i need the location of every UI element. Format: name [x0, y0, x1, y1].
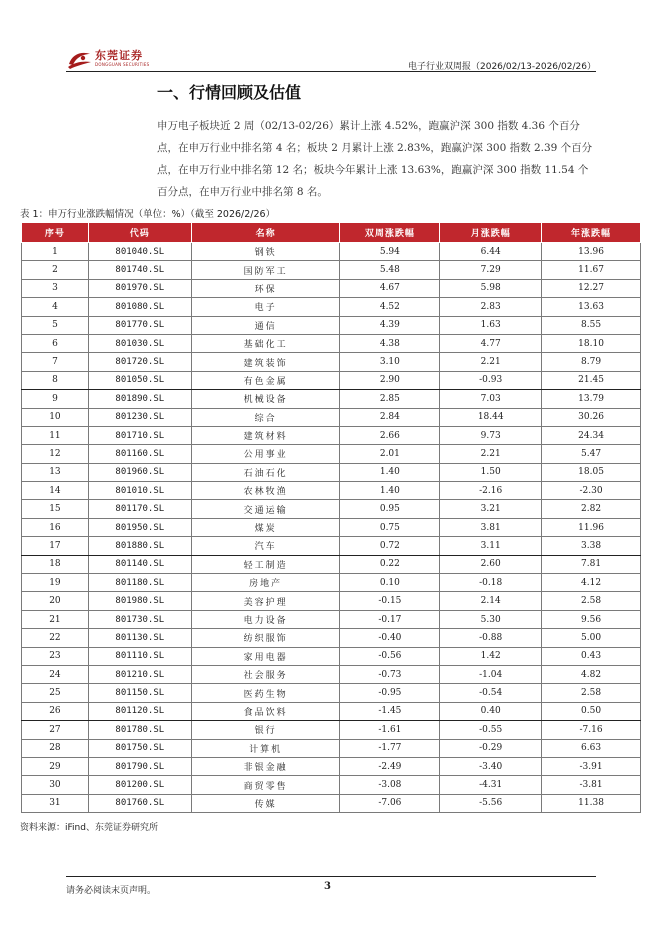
table-cell: 8.55 [542, 316, 641, 334]
table-row [22, 482, 641, 500]
table-cell: 801790.SL [88, 757, 191, 775]
table-cell: 3.38 [542, 537, 641, 555]
table-cell: 801080.SL [88, 298, 191, 316]
table-cell: -1.04 [440, 665, 542, 683]
table-row [22, 298, 641, 316]
table-row [22, 665, 641, 683]
table-cell: 801880.SL [88, 537, 191, 555]
table-cell: 5.30 [440, 610, 542, 628]
table-cell: 14 [22, 482, 89, 500]
table-cell: 17 [22, 537, 89, 555]
table-row [22, 371, 641, 389]
table-cell: 5.98 [440, 279, 542, 297]
logo-text-en: DONGGUAN SECURITIES [95, 62, 150, 67]
table-cell: 2.60 [440, 555, 542, 573]
table-cell: 10 [22, 408, 89, 426]
table-row [22, 408, 641, 426]
table-cell: 农林牧渔 [191, 482, 340, 500]
table-cell: 12 [22, 445, 89, 463]
table-cell: 综合 [191, 408, 340, 426]
table-row [22, 739, 641, 757]
table-cell: 1.40 [340, 463, 440, 481]
table-row [22, 721, 641, 739]
logo-mark-icon [66, 48, 92, 70]
table-header-row [22, 223, 641, 243]
table-cell: 2.14 [440, 592, 542, 610]
table-cell: -0.29 [440, 739, 542, 757]
table-cell: 801230.SL [88, 408, 191, 426]
table-cell: 石油石化 [191, 463, 340, 481]
table-cell: 18.10 [542, 334, 641, 352]
table-cell: 0.75 [340, 518, 440, 536]
table-cell: 6.63 [542, 739, 641, 757]
table-row [22, 537, 641, 555]
table-cell: 纺织服饰 [191, 629, 340, 647]
table-cell: 801160.SL [88, 445, 191, 463]
table-cell: 801770.SL [88, 316, 191, 334]
table-cell: -1.45 [340, 702, 440, 720]
table-cell: -7.16 [542, 721, 641, 739]
table-cell: 0.22 [340, 555, 440, 573]
table-cell: 通信 [191, 316, 340, 334]
table-cell: 801120.SL [88, 702, 191, 720]
table-cell: 2.84 [340, 408, 440, 426]
table-cell: 3 [22, 279, 89, 297]
table-row [22, 243, 641, 261]
table-cell: 8 [22, 371, 89, 389]
table-cell: 2.82 [542, 500, 641, 518]
table-cell: 20 [22, 592, 89, 610]
table-cell: 27 [22, 721, 89, 739]
table-cell: 801200.SL [88, 776, 191, 794]
table-cell: 2.21 [440, 445, 542, 463]
table-cell: 26 [22, 702, 89, 720]
table-cell: 18 [22, 555, 89, 573]
table-cell: 15 [22, 500, 89, 518]
table-cell: 基础化工 [191, 334, 340, 352]
table-cell: 801720.SL [88, 353, 191, 371]
header-divider [66, 71, 596, 72]
section-title: 一、行情回顾及估值 [157, 83, 302, 102]
table-cell: -2.16 [440, 482, 542, 500]
table-cell: 汽车 [191, 537, 340, 555]
table-row [22, 463, 641, 481]
table-cell: 7.81 [542, 555, 641, 573]
table-cell: 5.47 [542, 445, 641, 463]
column-header: 代码 [88, 223, 191, 243]
table-cell: 1.50 [440, 463, 542, 481]
table-cell: 轻工制造 [191, 555, 340, 573]
table-cell: 7 [22, 353, 89, 371]
industry-performance-table [21, 222, 641, 813]
summary-paragraph: 申万电子板块近 2 周（02/13-02/26）累计上涨 4.52%，跑赢沪深 300 指数 4.36 个百分点，在申万行业中排名第 4 名；板块 2 月累计上涨 2.83%，跑赢沪深 300 指数 2.39 个百分点，在申万行业中排名第 12 名；板块今年累计上涨 13.63%，跑赢沪深 300 指数 11.54 个百分点，在申万行业中排名第 8 名。 [157, 120, 593, 198]
table-cell: 商贸零售 [191, 776, 340, 794]
table-cell: -2.30 [542, 482, 641, 500]
table-cell: 801130.SL [88, 629, 191, 647]
table-cell: 9.56 [542, 610, 641, 628]
table-cell: 银行 [191, 721, 340, 739]
column-header: 名称 [191, 223, 340, 243]
table-cell: 2.21 [440, 353, 542, 371]
footer-disclaimer: 请务必阅读末页声明。 [66, 886, 157, 896]
table-cell: 4.38 [340, 334, 440, 352]
table-cell: -3.81 [542, 776, 641, 794]
table-cell: 2.90 [340, 371, 440, 389]
table-cell: -0.55 [440, 721, 542, 739]
table-cell: 0.72 [340, 537, 440, 555]
table-cell: 交通运输 [191, 500, 340, 518]
table-cell: 1 [22, 243, 89, 261]
table-cell: 801980.SL [88, 592, 191, 610]
table-row [22, 684, 641, 702]
table-cell: 4.67 [340, 279, 440, 297]
table-cell: -0.40 [340, 629, 440, 647]
table-cell: 24 [22, 665, 89, 683]
table-cell: 801970.SL [88, 279, 191, 297]
table-cell: -0.93 [440, 371, 542, 389]
table-cell: 电子 [191, 298, 340, 316]
table-cell: 8.79 [542, 353, 641, 371]
table-cell: 社会服务 [191, 665, 340, 683]
data-source: 资料来源：iFind、东莞证券研究所 [20, 823, 158, 833]
table-row [22, 261, 641, 279]
table-cell: 13 [22, 463, 89, 481]
table-cell: 0.43 [542, 647, 641, 665]
table-cell: 23 [22, 647, 89, 665]
table-cell: 13.79 [542, 390, 641, 408]
table-cell: 4.12 [542, 574, 641, 592]
table-cell: 801030.SL [88, 334, 191, 352]
logo-text-cn: 东莞证券 [95, 49, 143, 62]
table-row [22, 610, 641, 628]
table-cell: -0.54 [440, 684, 542, 702]
table-cell: 22 [22, 629, 89, 647]
table-cell: -0.73 [340, 665, 440, 683]
page-header [0, 0, 662, 80]
table-cell: 11.38 [542, 794, 641, 812]
table-cell: 801780.SL [88, 721, 191, 739]
table-cell: 11.67 [542, 261, 641, 279]
table-cell: 0.40 [440, 702, 542, 720]
table-cell: 30 [22, 776, 89, 794]
table-cell: 801760.SL [88, 794, 191, 812]
table-cell: 13.96 [542, 243, 641, 261]
table-cell: 环保 [191, 279, 340, 297]
table-cell: 801740.SL [88, 261, 191, 279]
table-cell: 传媒 [191, 794, 340, 812]
table-row [22, 574, 641, 592]
table-cell: 24.34 [542, 426, 641, 444]
table-cell: 12.27 [542, 279, 641, 297]
table-cell: -3.91 [542, 757, 641, 775]
table-cell: 5 [22, 316, 89, 334]
table-cell: 801040.SL [88, 243, 191, 261]
table-cell: -0.17 [340, 610, 440, 628]
table-cell: 煤炭 [191, 518, 340, 536]
table-cell: 食品饮料 [191, 702, 340, 720]
table-cell: 2 [22, 261, 89, 279]
table-row [22, 445, 641, 463]
table-cell: 2.58 [542, 684, 641, 702]
table-cell: 801960.SL [88, 463, 191, 481]
table-cell: 2.85 [340, 390, 440, 408]
table-cell: 2.01 [340, 445, 440, 463]
table-cell: 0.10 [340, 574, 440, 592]
table-cell: 7.29 [440, 261, 542, 279]
table-row [22, 518, 641, 536]
table-cell: 0.95 [340, 500, 440, 518]
table-cell: 801710.SL [88, 426, 191, 444]
table-cell: 2.58 [542, 592, 641, 610]
table-cell: -2.49 [340, 757, 440, 775]
table-cell: 0.50 [542, 702, 641, 720]
table-cell: -7.06 [340, 794, 440, 812]
table-cell: 3.11 [440, 537, 542, 555]
table-cell: 4.77 [440, 334, 542, 352]
table-row [22, 592, 641, 610]
table-cell: 美容护理 [191, 592, 340, 610]
table-cell: 有色金属 [191, 371, 340, 389]
table-cell: 801890.SL [88, 390, 191, 408]
table-row [22, 500, 641, 518]
table-cell: 1.63 [440, 316, 542, 334]
table-row [22, 702, 641, 720]
table-cell: 6 [22, 334, 89, 352]
table-cell: 801950.SL [88, 518, 191, 536]
table-row [22, 316, 641, 334]
table-cell: 5.00 [542, 629, 641, 647]
table-cell: 21.45 [542, 371, 641, 389]
table-cell: 钢铁 [191, 243, 340, 261]
table-cell: 电力设备 [191, 610, 340, 628]
table-row [22, 555, 641, 573]
table-cell: 11 [22, 426, 89, 444]
table-cell: -5.56 [440, 794, 542, 812]
table-cell: 1.40 [340, 482, 440, 500]
table-cell: 25 [22, 684, 89, 702]
table-caption: 表 1：申万行业涨跌幅情况（单位：%）（截至 2026/2/26） [20, 209, 276, 220]
table-cell: 公用事业 [191, 445, 340, 463]
table-row [22, 334, 641, 352]
column-header: 序号 [22, 223, 89, 243]
column-header: 月涨跌幅 [440, 223, 542, 243]
table-row [22, 629, 641, 647]
table-cell: 3.21 [440, 500, 542, 518]
table-cell: 801010.SL [88, 482, 191, 500]
table-cell: 7.03 [440, 390, 542, 408]
table-cell: 5.48 [340, 261, 440, 279]
table-row [22, 353, 641, 371]
table-row [22, 426, 641, 444]
table-cell: 房地产 [191, 574, 340, 592]
column-header: 双周涨跌幅 [340, 223, 440, 243]
table-cell: 机械设备 [191, 390, 340, 408]
table-cell: 9.73 [440, 426, 542, 444]
report-title: 电子行业双周报（2026/02/13-2026/02/26） [408, 62, 596, 72]
table-cell: 801140.SL [88, 555, 191, 573]
table-cell: 11.96 [542, 518, 641, 536]
table-cell: 1.42 [440, 647, 542, 665]
column-header: 年涨跌幅 [542, 223, 641, 243]
table-cell: 4 [22, 298, 89, 316]
table-cell: 3.10 [340, 353, 440, 371]
table-cell: -0.18 [440, 574, 542, 592]
table-cell: 4.52 [340, 298, 440, 316]
table-cell: 非银金融 [191, 757, 340, 775]
table-cell: -3.40 [440, 757, 542, 775]
table-cell: 5.94 [340, 243, 440, 261]
table-cell: 6.44 [440, 243, 542, 261]
table-cell: 建筑材料 [191, 426, 340, 444]
table-cell: 2.83 [440, 298, 542, 316]
table-cell: 4.39 [340, 316, 440, 334]
table-row [22, 757, 641, 775]
table-cell: -0.15 [340, 592, 440, 610]
table-cell: -3.08 [340, 776, 440, 794]
table-cell: 13.63 [542, 298, 641, 316]
table-row [22, 647, 641, 665]
table-cell: 801050.SL [88, 371, 191, 389]
table-cell: -0.56 [340, 647, 440, 665]
table-cell: 计算机 [191, 739, 340, 757]
table-cell: 801170.SL [88, 500, 191, 518]
table-cell: -0.88 [440, 629, 542, 647]
table-cell: 医药生物 [191, 684, 340, 702]
table-cell: 2.66 [340, 426, 440, 444]
table-cell: 16 [22, 518, 89, 536]
table-row [22, 794, 641, 812]
table-cell: 家用电器 [191, 647, 340, 665]
table-cell: 801110.SL [88, 647, 191, 665]
table-cell: 29 [22, 757, 89, 775]
table-cell: 801210.SL [88, 665, 191, 683]
table-cell: 建筑装饰 [191, 353, 340, 371]
table-cell: -1.77 [340, 739, 440, 757]
table-cell: 801730.SL [88, 610, 191, 628]
table-cell: 4.82 [542, 665, 641, 683]
table-cell: 国防军工 [191, 261, 340, 279]
table-cell: 21 [22, 610, 89, 628]
table-row [22, 390, 641, 408]
table-body [22, 243, 641, 813]
company-logo [66, 48, 149, 70]
table-cell: -1.61 [340, 721, 440, 739]
table-row [22, 776, 641, 794]
page-number: 3 [324, 881, 331, 892]
footer-divider [66, 876, 596, 877]
table-cell: 28 [22, 739, 89, 757]
table-cell: -4.31 [440, 776, 542, 794]
table-row [22, 279, 641, 297]
table-cell: 18.05 [542, 463, 641, 481]
table-cell: -0.95 [340, 684, 440, 702]
table-cell: 801180.SL [88, 574, 191, 592]
table-cell: 801150.SL [88, 684, 191, 702]
table-cell: 19 [22, 574, 89, 592]
table-cell: 9 [22, 390, 89, 408]
table-cell: 3.81 [440, 518, 542, 536]
table-cell: 31 [22, 794, 89, 812]
table-cell: 18.44 [440, 408, 542, 426]
table-cell: 30.26 [542, 408, 641, 426]
table-cell: 801750.SL [88, 739, 191, 757]
